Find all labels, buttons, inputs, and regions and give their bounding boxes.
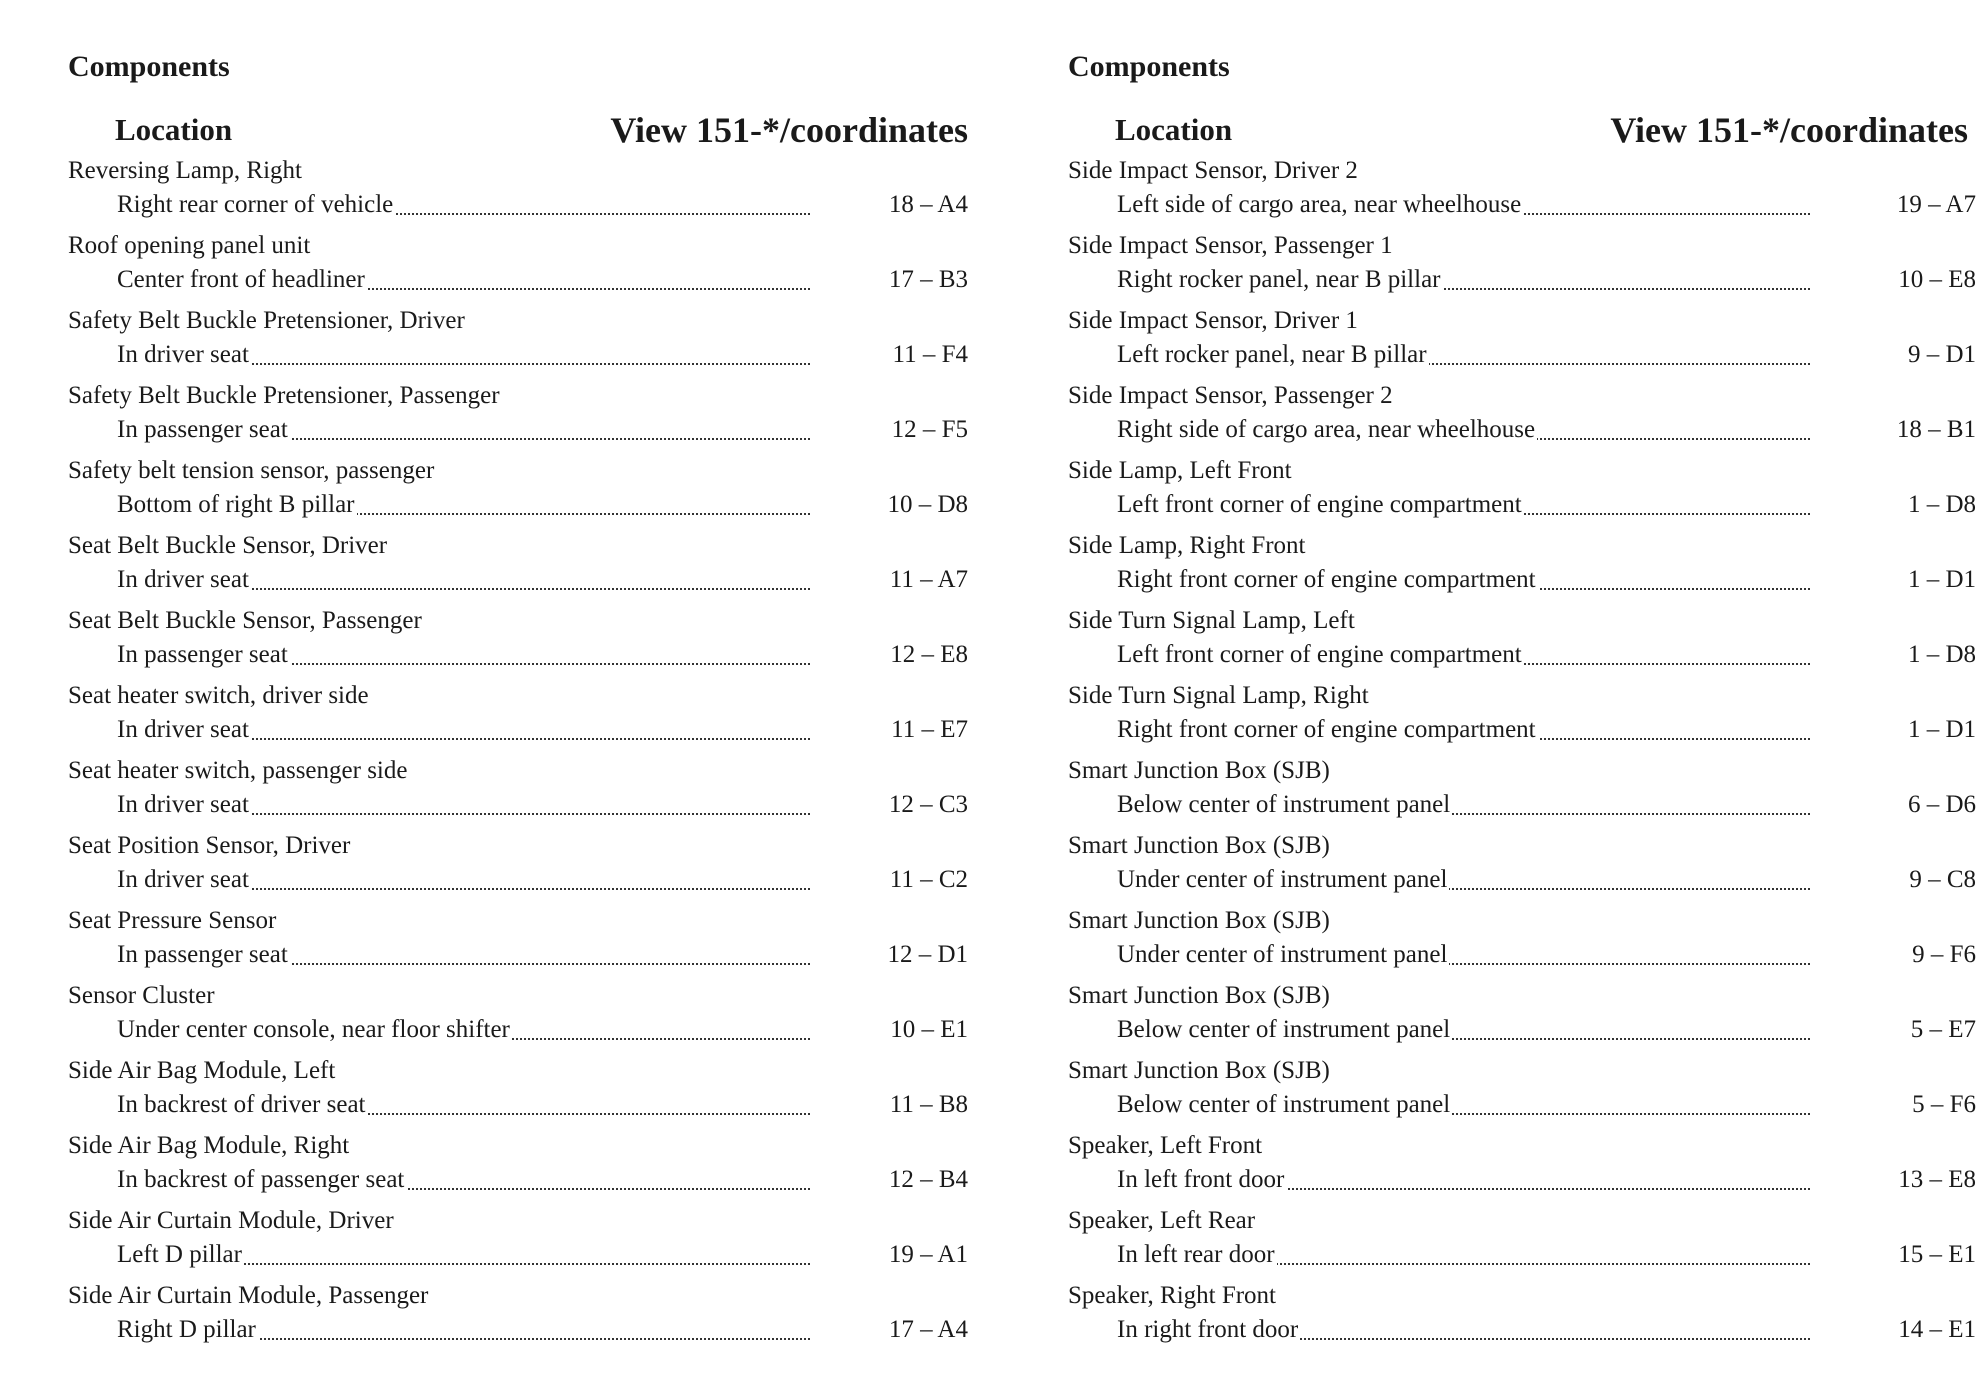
component-name: Speaker, Left Rear — [1068, 1207, 1256, 1234]
component-detail-line — [1068, 563, 1976, 597]
component-detail-line — [68, 638, 968, 672]
component-detail-line — [1068, 1088, 1976, 1122]
component-name: Seat Pressure Sensor — [68, 907, 277, 934]
component-detail-line — [1068, 413, 1976, 447]
component-location: In driver seat — [117, 866, 249, 893]
component-detail-line — [1068, 863, 1976, 897]
component-location: Below center of instrument panel — [1117, 791, 1451, 818]
location-with-leader — [117, 188, 810, 222]
component-coordinates: 10 – D8 — [887, 491, 968, 518]
component-detail-line — [1068, 938, 1976, 972]
component-entry — [1068, 229, 1976, 304]
component-coordinates: 1 – D8 — [1907, 491, 1976, 518]
component-detail-line — [1068, 1238, 1976, 1272]
component-location: Below center of instrument panel — [1117, 1091, 1451, 1118]
component-entry — [1068, 1129, 1976, 1204]
component-name: Smart Junction Box (SJB) — [1068, 757, 1330, 784]
component-detail-line — [68, 1163, 968, 1197]
location-with-leader — [117, 413, 810, 447]
location-with-leader — [117, 938, 810, 972]
component-entry — [1068, 1279, 1976, 1354]
component-location: Left front corner of engine compartment — [1117, 491, 1522, 518]
component-list — [1068, 154, 1976, 1354]
component-location: In right front door — [1117, 1316, 1299, 1343]
component-entry — [68, 754, 968, 829]
component-detail-line — [68, 338, 968, 372]
component-entry — [1068, 1054, 1976, 1129]
location-with-leader — [117, 338, 810, 372]
component-detail-line — [1068, 488, 1976, 522]
component-entry — [1068, 829, 1976, 904]
component-name: Side Turn Signal Lamp, Left — [1068, 607, 1355, 634]
component-entry — [68, 604, 968, 679]
location-with-leader — [1117, 338, 1810, 372]
location-with-leader — [117, 638, 810, 672]
component-coordinates: 9 – D1 — [1907, 341, 1976, 368]
component-name: Safety belt tension sensor, passenger — [68, 457, 435, 484]
component-location: Left side of cargo area, near wheelhouse — [1117, 191, 1522, 218]
component-coordinates: 12 – F5 — [891, 416, 968, 443]
component-entry — [68, 454, 968, 529]
component-detail-line — [1068, 188, 1976, 222]
component-name: Safety Belt Buckle Pretensioner, Passenger — [68, 382, 500, 409]
component-name: Smart Junction Box (SJB) — [1068, 1057, 1330, 1084]
component-coordinates: 1 – D1 — [1907, 716, 1976, 743]
component-coordinates: 19 – A1 — [888, 1241, 968, 1268]
component-entry — [68, 1204, 968, 1279]
component-coordinates: 13 – E8 — [1898, 1166, 1976, 1193]
component-coordinates: 9 – F6 — [1912, 941, 1976, 968]
location-with-leader — [1117, 1238, 1810, 1272]
component-detail-line — [68, 713, 968, 747]
location-with-leader — [1117, 1163, 1810, 1197]
component-location: In left rear door — [1117, 1241, 1275, 1268]
location-with-leader — [117, 1163, 810, 1197]
component-coordinates: 5 – E7 — [1910, 1016, 1976, 1043]
location-with-leader — [1117, 713, 1810, 747]
component-entry — [1068, 154, 1976, 229]
component-coordinates: 17 – B3 — [888, 266, 968, 293]
component-location: Center front of headliner — [117, 266, 365, 293]
component-location: Right side of cargo area, near wheelhouse — [1117, 416, 1536, 443]
component-coordinates: 17 – A4 — [888, 1316, 968, 1343]
component-location: In passenger seat — [117, 416, 288, 443]
component-coordinates: 11 – C2 — [889, 866, 968, 893]
component-name: Smart Junction Box (SJB) — [1068, 907, 1330, 934]
location-with-leader — [1117, 263, 1810, 297]
component-detail-line — [68, 563, 968, 597]
component-name: Seat heater switch, passenger side — [68, 757, 408, 784]
location-with-leader — [117, 488, 810, 522]
component-name: Side Lamp, Right Front — [1068, 532, 1306, 559]
column-header-view-coordinates: View 151-*/coordinates — [610, 110, 968, 150]
component-entry — [68, 379, 968, 454]
component-detail-line — [1068, 788, 1976, 822]
component-entry — [68, 1129, 968, 1204]
component-detail-line — [68, 488, 968, 522]
section-title: Components — [1068, 50, 1230, 83]
component-location: In left front door — [1117, 1166, 1285, 1193]
component-coordinates: 12 – C3 — [888, 791, 968, 818]
component-detail-line — [1068, 1013, 1976, 1047]
column-header-row — [1068, 108, 1968, 152]
location-with-leader — [117, 563, 810, 597]
component-detail-line — [68, 863, 968, 897]
component-coordinates: 11 – F4 — [892, 341, 968, 368]
component-detail-line — [68, 1238, 968, 1272]
section-title: Components — [68, 50, 230, 83]
component-detail-line — [1068, 713, 1976, 747]
component-location: Bottom of right B pillar — [117, 491, 355, 518]
location-with-leader — [1117, 938, 1810, 972]
component-entry — [68, 1054, 968, 1129]
component-name: Speaker, Right Front — [1068, 1282, 1277, 1309]
component-name: Side Impact Sensor, Driver 2 — [1068, 157, 1358, 184]
page-right — [1068, 48, 1976, 1354]
component-name: Side Lamp, Left Front — [1068, 457, 1292, 484]
component-entry — [68, 979, 968, 1054]
component-detail-line — [68, 1088, 968, 1122]
location-with-leader — [1117, 1013, 1810, 1047]
component-coordinates: 1 – D1 — [1907, 566, 1976, 593]
component-location: Under center of instrument panel — [1117, 866, 1448, 893]
column-header-location: Location — [1115, 112, 1233, 147]
component-coordinates: 18 – A4 — [888, 191, 968, 218]
column-header-location: Location — [115, 112, 233, 147]
component-location: Right front corner of engine compartment — [1117, 566, 1536, 593]
component-coordinates: 6 – D6 — [1907, 791, 1976, 818]
location-with-leader — [1117, 488, 1810, 522]
component-coordinates: 9 – C8 — [1909, 866, 1976, 893]
component-detail-line — [68, 188, 968, 222]
component-name: Side Impact Sensor, Passenger 2 — [1068, 382, 1393, 409]
component-location: Below center of instrument panel — [1117, 1016, 1451, 1043]
location-with-leader — [117, 263, 810, 297]
component-location: In passenger seat — [117, 641, 288, 668]
component-entry — [1068, 1204, 1976, 1279]
component-entry — [1068, 454, 1976, 529]
location-with-leader — [117, 788, 810, 822]
component-location: In driver seat — [117, 566, 249, 593]
location-with-leader — [1117, 188, 1810, 222]
column-header-view-coordinates: View 151-*/coordinates — [1610, 110, 1968, 150]
location-with-leader — [117, 1313, 810, 1347]
component-entry — [1068, 679, 1976, 754]
component-name: Sensor Cluster — [68, 982, 215, 1009]
component-entry — [1068, 979, 1976, 1054]
component-name: Roof opening panel unit — [68, 232, 311, 259]
component-coordinates: 11 – E7 — [891, 716, 968, 743]
component-coordinates: 11 – B8 — [889, 1091, 968, 1118]
component-coordinates: 12 – E8 — [890, 641, 968, 668]
component-name: Side Air Bag Module, Right — [68, 1132, 350, 1159]
location-with-leader — [117, 1238, 810, 1272]
component-location: In driver seat — [117, 341, 249, 368]
component-location: In backrest of driver seat — [117, 1091, 366, 1118]
page-left — [68, 48, 968, 1354]
component-list — [68, 154, 968, 1354]
component-entry — [68, 529, 968, 604]
component-detail-line — [68, 938, 968, 972]
component-detail-line — [1068, 263, 1976, 297]
component-entry — [68, 829, 968, 904]
component-detail-line — [68, 413, 968, 447]
component-coordinates: 10 – E8 — [1898, 266, 1976, 293]
component-coordinates: 18 – B1 — [1896, 416, 1976, 443]
location-with-leader — [1117, 1088, 1810, 1122]
component-name: Side Impact Sensor, Driver 1 — [1068, 307, 1358, 334]
component-coordinates: 14 – E1 — [1898, 1316, 1976, 1343]
component-detail-line — [1068, 638, 1976, 672]
location-with-leader — [1117, 1313, 1810, 1347]
component-detail-line — [1068, 1313, 1976, 1347]
component-coordinates: 19 – A7 — [1896, 191, 1976, 218]
component-name: Seat Belt Buckle Sensor, Driver — [68, 532, 388, 559]
component-location: Right rear corner of vehicle — [117, 191, 394, 218]
component-coordinates: 5 – F6 — [1912, 1091, 1976, 1118]
component-name: Side Impact Sensor, Passenger 1 — [1068, 232, 1393, 259]
component-detail-line — [68, 788, 968, 822]
component-entry — [1068, 304, 1976, 379]
location-with-leader — [1117, 413, 1810, 447]
component-entry — [68, 679, 968, 754]
component-detail-line — [68, 263, 968, 297]
column-header-row — [68, 108, 968, 152]
component-location: Left front corner of engine compartment — [1117, 641, 1522, 668]
component-location: Left rocker panel, near B pillar — [1117, 341, 1427, 368]
component-entry — [1068, 529, 1976, 604]
component-entry — [68, 304, 968, 379]
component-entry — [68, 904, 968, 979]
component-detail-line — [68, 1013, 968, 1047]
component-name: Seat Belt Buckle Sensor, Passenger — [68, 607, 422, 634]
component-coordinates: 12 – D1 — [887, 941, 968, 968]
component-location: In driver seat — [117, 791, 249, 818]
component-location: In driver seat — [117, 716, 249, 743]
location-with-leader — [1117, 638, 1810, 672]
location-with-leader — [1117, 863, 1810, 897]
component-coordinates: 15 – E1 — [1898, 1241, 1976, 1268]
component-name: Reversing Lamp, Right — [68, 157, 302, 184]
location-with-leader — [117, 863, 810, 897]
component-coordinates: 10 – E1 — [890, 1016, 968, 1043]
component-entry — [1068, 754, 1976, 829]
component-location: Right rocker panel, near B pillar — [1117, 266, 1441, 293]
component-name: Side Air Curtain Module, Driver — [68, 1207, 394, 1234]
location-with-leader — [117, 713, 810, 747]
component-entry — [1068, 604, 1976, 679]
component-coordinates: 11 – A7 — [889, 566, 968, 593]
component-name: Speaker, Left Front — [1068, 1132, 1263, 1159]
component-location: In passenger seat — [117, 941, 288, 968]
component-name: Side Turn Signal Lamp, Right — [1068, 682, 1369, 709]
location-with-leader — [117, 1013, 810, 1047]
component-name: Side Air Curtain Module, Passenger — [68, 1282, 429, 1309]
component-location: Left D pillar — [117, 1241, 242, 1268]
component-name: Safety Belt Buckle Pretensioner, Driver — [68, 307, 465, 334]
component-entry — [68, 154, 968, 229]
component-coordinates: 1 – D8 — [1907, 641, 1976, 668]
component-entry — [1068, 379, 1976, 454]
component-entry — [1068, 904, 1976, 979]
component-detail-line — [68, 1313, 968, 1347]
component-entry — [68, 229, 968, 304]
component-name: Seat Position Sensor, Driver — [68, 832, 351, 859]
location-with-leader — [117, 1088, 810, 1122]
component-name: Smart Junction Box (SJB) — [1068, 832, 1330, 859]
location-with-leader — [1117, 788, 1810, 822]
component-location: Right front corner of engine compartment — [1117, 716, 1536, 743]
component-name: Smart Junction Box (SJB) — [1068, 982, 1330, 1009]
location-with-leader — [1117, 563, 1810, 597]
component-location: In backrest of passenger seat — [117, 1166, 405, 1193]
component-coordinates: 12 – B4 — [888, 1166, 968, 1193]
component-detail-line — [1068, 338, 1976, 372]
component-name: Seat heater switch, driver side — [68, 682, 369, 709]
component-location: Under center console, near floor shifter — [117, 1016, 510, 1043]
component-entry — [68, 1279, 968, 1354]
component-location: Right D pillar — [117, 1316, 256, 1343]
component-detail-line — [1068, 1163, 1976, 1197]
component-location: Under center of instrument panel — [1117, 941, 1448, 968]
component-name: Side Air Bag Module, Left — [68, 1057, 336, 1084]
